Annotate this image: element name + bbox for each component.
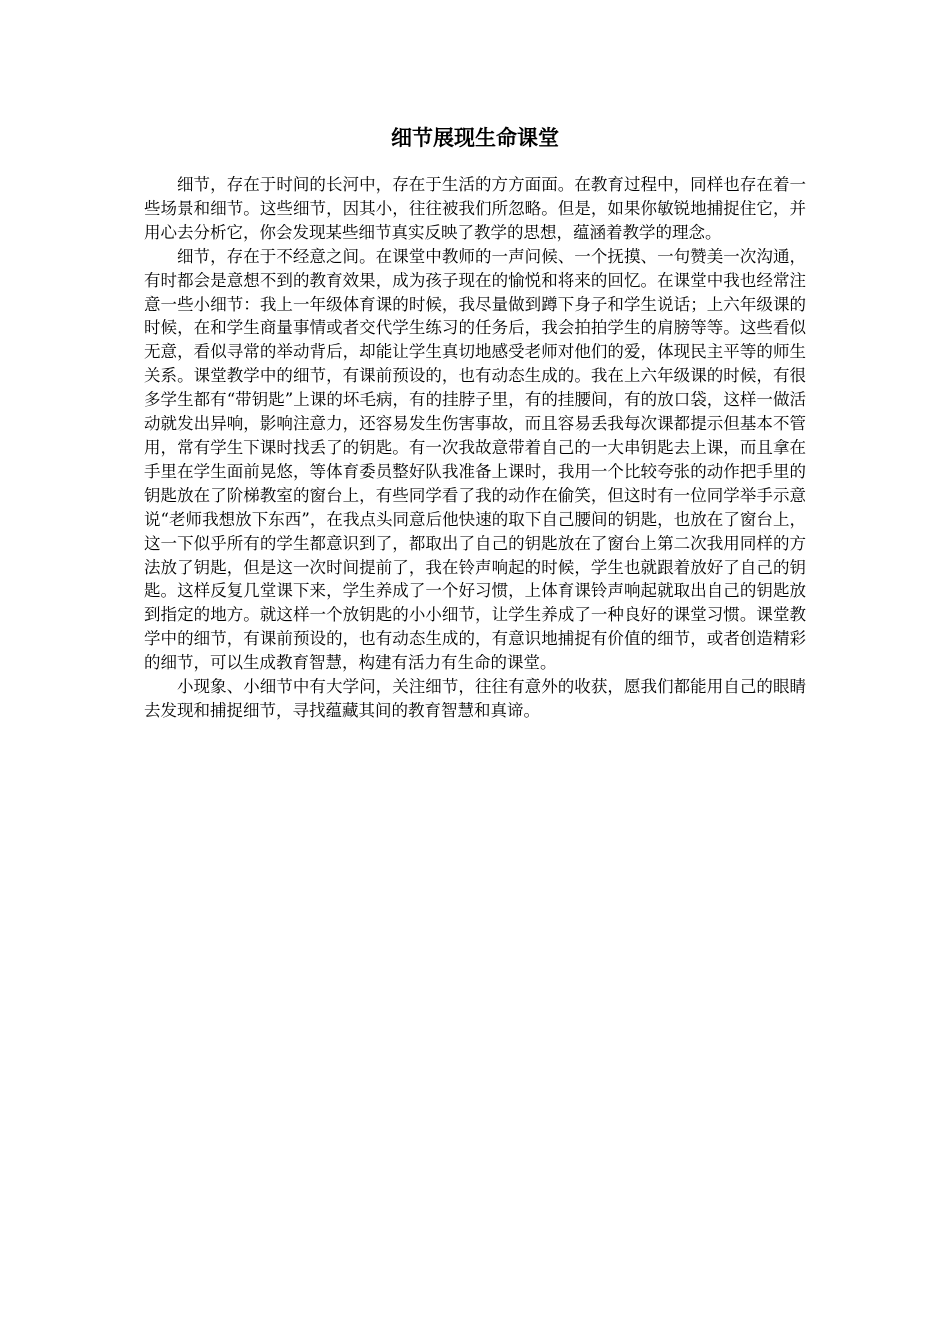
paragraph-3: 小现象、小细节中有大学问，关注细节，往往有意外的收获，愿我们都能用自己的眼睛去发现和捕捉细节，寻找蕴藏其间的教育智慧和真谛。 — [144, 677, 806, 720]
paragraph-2: 细节，存在于不经意之间。在课堂中教师的一声问候、一个抚摸、一句赞美一次沟通，有时都会是意想不到的教育效果，成为孩子现在的愉悦和将来的回忆。在课堂中我也经常注意一些小细节：我上一年级体育课的时候，我尽量做到蹲下身子和学生说话；上六年级课的时候，在和学生商量事情或者交代学生练习的任务后，我会拍拍学生的肩膀等等。这些看似无意，看似寻常的举动背后，却能让学生真切地感受老师对他们的爱，体现民主平等的师生关系。课堂教学中的细节，有课前预设的，也有动态生成的。我在上六年级课的时候，有很多学生都有“带钥匙”上课的坏毛病，有的挂脖子里，有的挂腰间，有的放口袋，这样一做活动就发出异响，影响注意力，还容易发生伤害事故，而且容易丢我每次课都提示但基本不管用，常有学生下课时找丢了的钥匙。有一次我故意带着自己的一大串钥匙去上课，而且拿在手里在学生面前晃悠，等体育委员整好队我准备上课时，我用一个比较夸张的动作把手里的钥匙放在了阶梯教室的窗台上，有些同学看了我的动作在偷笑，但这时有一位同学举手示意说“老师我想放下东西”，在我点头同意后他快速的取下自己腰间的钥匙，也放在了窗台上，这一下似乎所有的学生都意识到了，都取出了自己的钥匙放在了窗台上第二次我用同样的方法放了钥匙，但是这一次时间提前了，我在铃声响起的时候，学生也就跟着放好了自己的钥匙。这样反复几堂课下来，学生养成了一个好习惯，上体育课铃声响起就取出自己的钥匙放到指定的地方。就这样一个放钥匙的小小细节，让学生养成了一种良好的课堂习惯。课堂教学中的细节，有课前预设的，也有动态生成的，有意识地捕捉有价值的细节，或者创造精彩的细节，可以生成教育智慧，构建有活力有生命的课堂。 — [144, 246, 806, 673]
document-title: 细节展现生命课堂 — [391, 126, 559, 150]
paragraph-1: 细节，存在于时间的长河中，存在于生活的方方面面。在教育过程中，同样也存在着一些场景和细节。这些细节，因其小，往往被我们所忽略。但是，如果你敏锐地捕捉住它，并用心去分析它，你会发现某些细节真实反映了教学的思想，蕴涵着教学的理念。 — [144, 175, 806, 242]
document-body — [144, 173, 806, 723]
